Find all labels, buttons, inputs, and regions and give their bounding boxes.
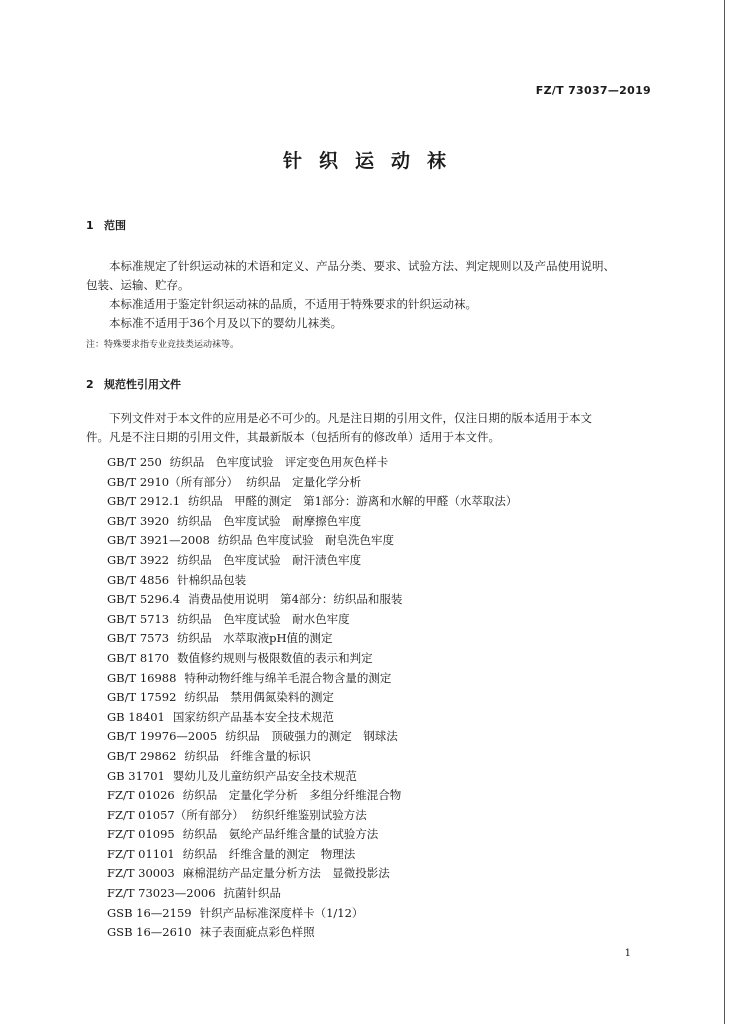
reference-title: 特种动物纤维与绵羊毛混合物含量的测定 <box>184 670 392 685</box>
reference-code: FZ/T 01095 <box>107 827 175 842</box>
reference-item <box>107 453 517 473</box>
reference-code: FZ/T 30003 <box>107 866 175 881</box>
reference-code: GB/T 17592 <box>107 690 177 705</box>
reference-item <box>107 473 517 493</box>
scope-paragraph-line-2: 包装、运输、贮存。 <box>86 278 190 292</box>
reference-title: 纺织品 色牢度试验 耐摩擦色牢度 <box>177 513 362 528</box>
reference-code: FZ/T 01101 <box>107 846 175 861</box>
reference-code: GB/T 8170 <box>107 650 170 665</box>
reference-code: GSB 16—2610 <box>107 925 192 940</box>
scope-note: 注：特殊要求指专业竞技类运动袜等。 <box>86 340 240 350</box>
section-1-heading <box>86 217 126 233</box>
reference-title: 纺织品 定量化学分析 多组分纤维混合物 <box>182 788 402 803</box>
scope-paragraph-line-1: 本标准规定了针织运动袜的术语和定义、产品分类、要求、试验方法、判定规则以及产品使用说明、 <box>109 259 615 273</box>
section-2-heading <box>86 376 181 392</box>
reference-item <box>107 492 517 512</box>
scope-exclusion: 本标准不适用于36个月及以下的婴幼儿袜类。 <box>109 316 343 330</box>
reference-item <box>107 590 517 610</box>
reference-code: GB 31701 <box>107 768 165 783</box>
reference-title: 麻棉混纺产品定量分析方法 显微投影法 <box>182 866 390 881</box>
section-number: 2 <box>86 378 94 391</box>
reference-item <box>107 551 517 571</box>
document-title: 针织运动袜 <box>282 150 463 172</box>
standard-code: FZ/T 73037—2019 <box>535 84 651 97</box>
reference-code: FZ/T 01026 <box>107 788 175 803</box>
reference-title: 纺织品 色牢度试验 耐汗渍色牢度 <box>177 552 362 567</box>
reference-item <box>107 786 517 806</box>
reference-item <box>107 845 517 865</box>
section-number: 1 <box>86 219 94 232</box>
reference-code: GB/T 5296.4 <box>107 592 181 607</box>
reference-code: GB/T 29862 <box>107 748 177 763</box>
reference-item <box>107 610 517 630</box>
reference-title: 纺织品 纤维含量的标识 <box>184 748 311 763</box>
reference-title: 国家纺织产品基本安全技术规范 <box>172 709 334 724</box>
reference-title: 针棉织品包装 <box>177 572 247 587</box>
reference-title: 数值修约规则与极限数值的表示和判定 <box>177 650 373 665</box>
reference-item <box>107 923 517 943</box>
references-intro-line-1: 下列文件对于本文件的应用是必不可少的。凡是注日期的引用文件，仅注日期的版本适用于本文 <box>109 411 592 425</box>
reference-title: 消费品使用说明 第4部分：纺织品和服装 <box>188 592 403 607</box>
reference-code: FZ/T 73023—2006 <box>107 886 216 901</box>
reference-title: 抗菌针织品 <box>223 886 282 901</box>
reference-code: GB/T 3920 <box>107 513 170 528</box>
scope-applicability: 本标准适用于鉴定针织运动袜的品质，不适用于特殊要求的针织运动袜。 <box>109 297 477 311</box>
reference-item <box>107 904 517 924</box>
reference-item <box>107 629 517 649</box>
reference-item <box>107 884 517 904</box>
reference-title: 纺织品 定量化学分析 <box>246 474 362 489</box>
reference-item <box>107 688 517 708</box>
reference-code: GB/T 2910（所有部分） <box>107 474 239 489</box>
reference-item <box>107 806 517 826</box>
reference-title: 纺织品 色牢度试验 耐水色牢度 <box>177 611 350 626</box>
reference-title: 纺织纤维鉴别试验方法 <box>251 807 367 822</box>
section-title: 规范性引用文件 <box>104 378 181 391</box>
reference-item <box>107 649 517 669</box>
page-number: 1 <box>624 948 631 959</box>
reference-item <box>107 531 517 551</box>
reference-item <box>107 512 517 532</box>
reference-item <box>107 571 517 591</box>
reference-code: GB/T 5713 <box>107 611 170 626</box>
reference-code: GB/T 4856 <box>107 572 170 587</box>
reference-code: GB/T 3922 <box>107 552 170 567</box>
reference-title: 纺织品 甲醛的测定 第1部分：游离和水解的甲醛（水萃取法） <box>188 494 518 509</box>
reference-code: GSB 16—2159 <box>107 905 192 920</box>
reference-item <box>107 747 517 767</box>
reference-code: GB/T 3921—2008 <box>107 533 210 548</box>
reference-title: 袜子表面疵点彩色样照 <box>199 925 315 940</box>
references-intro-line-2: 件。凡是不注日期的引用文件，其最新版本（包括所有的修改单）适用于本文件。 <box>86 430 500 444</box>
reference-title: 纺织品 氨纶产品纤维含量的试验方法 <box>182 827 379 842</box>
reference-item <box>107 727 517 747</box>
normative-references-list <box>107 453 517 943</box>
reference-title: 纺织品 色牢度试验 耐皂洗色牢度 <box>217 533 395 548</box>
reference-item <box>107 864 517 884</box>
reference-item <box>107 669 517 689</box>
section-title: 范围 <box>104 219 126 232</box>
reference-code: GB/T 2912.1 <box>107 494 181 509</box>
reference-title: 纺织品 禁用偶氮染料的测定 <box>184 690 334 705</box>
reference-item <box>107 767 517 787</box>
reference-item <box>107 708 517 728</box>
reference-code: FZ/T 01057（所有部分） <box>107 807 244 822</box>
reference-title: 纺织品 水萃取液pH值的测定 <box>177 631 333 646</box>
reference-code: GB/T 250 <box>107 455 162 469</box>
reference-title: 纺织品 色牢度试验 评定变色用灰色样卡 <box>169 455 389 469</box>
reference-code: GB 18401 <box>107 709 165 724</box>
reference-code: GB/T 19976—2005 <box>107 729 218 744</box>
reference-code: GB/T 7573 <box>107 631 170 646</box>
reference-title: 针织产品标准深度样卡（1/12） <box>199 905 364 920</box>
reference-title: 纺织品 纤维含量的测定 物理法 <box>182 846 356 861</box>
reference-title: 婴幼儿及儿童纺织产品安全技术规范 <box>172 768 357 783</box>
reference-code: GB/T 16988 <box>107 670 177 685</box>
reference-item <box>107 825 517 845</box>
reference-title: 纺织品 顶破强力的测定 钢球法 <box>225 729 398 744</box>
